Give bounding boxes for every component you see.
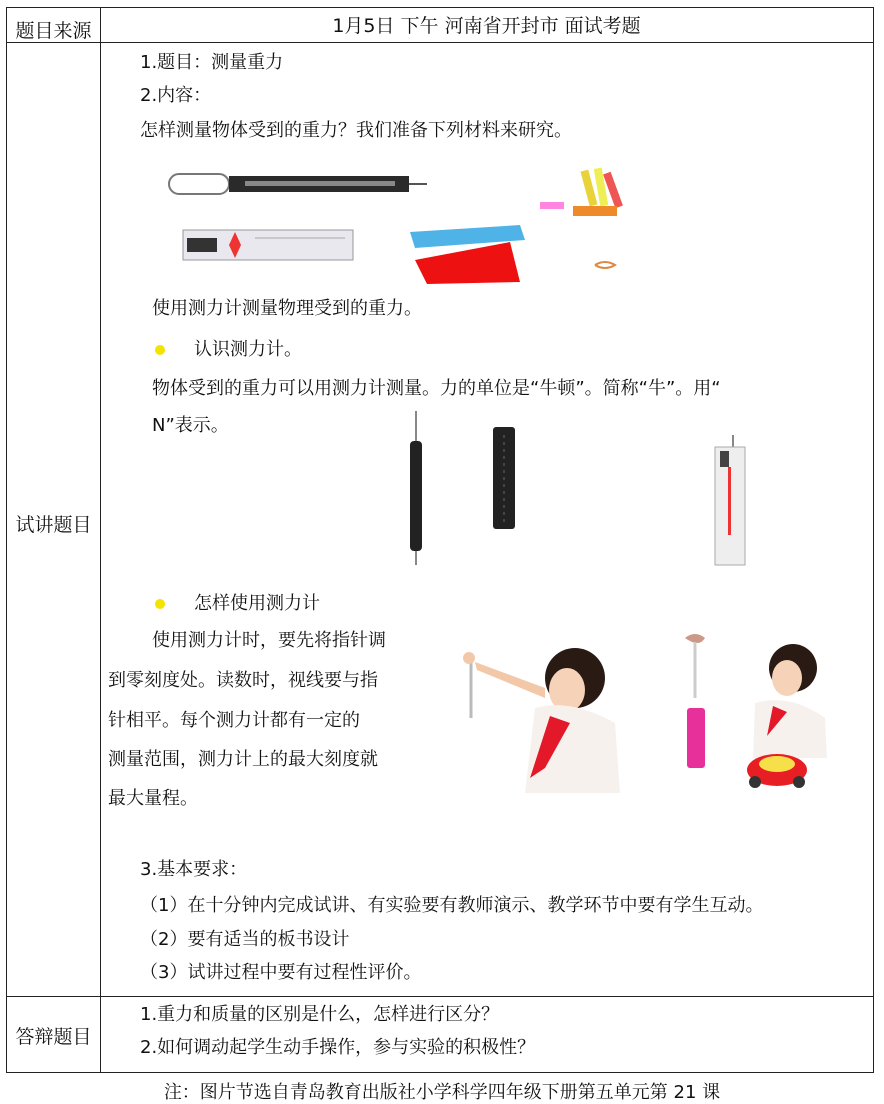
para1-line1: 物体受到的重力可以用测力计测量。力的单位是“牛顿”。简称“牛”。用“ — [152, 378, 721, 399]
para2-line: 针相平。每个测力计都有一定的 — [108, 710, 360, 731]
rubber-band — [595, 262, 615, 268]
lecture-label: 试讲题目 — [15, 514, 92, 536]
bullet-know-scale: 认识测力计。 — [194, 339, 302, 360]
defense-question: 2.如何调动起学生动手操作，参与实验的积极性？ — [140, 1037, 536, 1058]
dynamometer-rod — [493, 427, 515, 529]
student-girl-weighing — [685, 634, 827, 788]
row-divider — [7, 996, 873, 997]
markers — [540, 168, 623, 216]
paper-sheets — [410, 225, 525, 284]
dynamometers-photo — [400, 405, 760, 580]
requirement-item: （1）在十分钟内完成试讲、有实验要有教师演示、教学环节中要有学生互动。 — [140, 895, 764, 916]
dynamometer-plate — [715, 435, 745, 565]
content-heading: 2.内容： — [140, 85, 212, 106]
para2-line: 测量范围，测力计上的最大刻度就 — [108, 749, 378, 770]
bullet-dot — [155, 345, 165, 355]
row-divider — [7, 42, 873, 43]
column-divider — [100, 8, 101, 1072]
intro-text: 怎样测量物体受到的重力？我们准备下列材料来研究。 — [140, 120, 572, 141]
footnote: 注：图片节选自青岛教育出版社小学科学四年级下册第五单元第 21 课 — [163, 1082, 721, 1103]
para2-line: 使用测力计时，要先将指针调 — [152, 630, 386, 651]
para2-line: 到零刻度处。读数时，视线要与指 — [108, 670, 378, 691]
bullet-dot — [155, 599, 165, 609]
spring-scale-clear — [183, 230, 353, 260]
source-label: 题目来源 — [15, 20, 92, 42]
defense-label: 答辩题目 — [15, 1026, 92, 1048]
topic-line: 1.题目：测量重力 — [140, 52, 284, 73]
para1-line2: N”表示。 — [152, 415, 229, 436]
students-photo — [455, 628, 835, 798]
materials-photo — [165, 160, 645, 290]
spring-scale-dark — [169, 174, 427, 194]
requirement-item: （3）试讲过程中要有过程性评价。 — [140, 962, 422, 983]
requirements-heading: 3.基本要求： — [140, 859, 248, 880]
para2-line: 最大量程。 — [108, 788, 198, 809]
dynamometer-tube — [410, 411, 422, 565]
use-line: 使用测力计测量物理受到的重力。 — [152, 298, 422, 319]
source-value: 1月5日 下午 河南省开封市 面试考题 — [332, 15, 641, 37]
bullet-how-to-use: 怎样使用测力计 — [194, 593, 320, 614]
student-girl-reading — [463, 648, 620, 793]
requirement-item: （2）要有适当的板书设计 — [140, 929, 350, 950]
defense-question: 1.重力和质量的区别是什么，怎样进行区分？ — [140, 1004, 500, 1025]
